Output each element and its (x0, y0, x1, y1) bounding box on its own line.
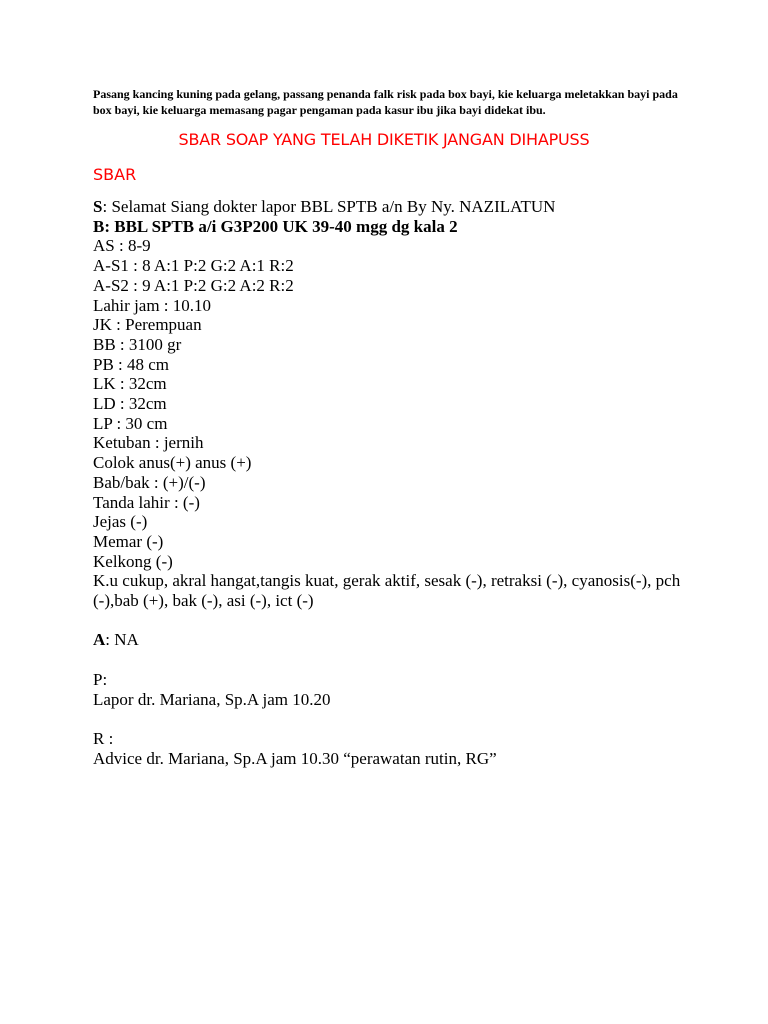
a-label: A (93, 630, 106, 650)
item-lk: LK : 32cm (93, 374, 167, 394)
item-as: AS : 8-9 (93, 236, 151, 256)
s-line (93, 197, 713, 217)
s-text: : Selamat Siang dokter lapor BBL SPTB a/n By Ny. NAZILATUN (102, 197, 556, 216)
item-bab-bak: Bab/bak : (+)/(-) (93, 472, 206, 492)
main-heading: SBAR SOAP YANG TELAH DIKETIK JANGAN DIHAPUSS (178, 130, 590, 149)
r-label: R : (93, 728, 114, 748)
item-jk: JK : Perempuan (93, 315, 202, 335)
item-ketuban: Ketuban : jernih (93, 433, 204, 453)
a-text: : NA (105, 630, 139, 650)
item-ld: LD : 32cm (93, 394, 167, 414)
s-label: S (93, 197, 103, 216)
a-line (93, 630, 713, 650)
blank-line (93, 611, 713, 631)
item-jejas: Jejas (-) (93, 512, 148, 532)
r-text: Advice dr. Mariana, Sp.A jam 10.30 “perawatan rutin, RG” (93, 748, 497, 768)
item-keadaan-umum: K.u cukup, akral hangat,tangis kuat, gerak aktif, sesak (-), retraksi (-), cyanosis(-), pch (-),bab (+), bak (-), asi (-), ict (-) (93, 571, 681, 611)
p-label: P: (93, 669, 108, 689)
b-line: B: BBL SPTB a/i G3P200 UK 39-40 mgg dg kala 2 (93, 216, 458, 236)
item-bb: BB : 3100 gr (93, 334, 182, 354)
item-kelkong: Kelkong (-) (93, 551, 173, 571)
blank-line (93, 709, 713, 729)
sbar-body (93, 197, 713, 768)
item-lahir-jam: Lahir jam : 10.10 (93, 295, 212, 315)
item-as2: A-S2 : 9 A:1 P:2 G:2 A:2 R:2 (93, 275, 294, 295)
item-lp: LP : 30 cm (93, 413, 168, 433)
intro-paragraph: Pasang kancing kuning pada gelang, passang penanda falk risk pada box bayi, kie keluarga meletakkan bayi pada box bayi, kie keluarga memasang pagar pengaman pada kasur ibu jika bayi didekat ibu. (93, 87, 678, 117)
item-memar: Memar (-) (93, 531, 164, 551)
item-as1: A-S1 : 8 A:1 P:2 G:2 A:1 R:2 (93, 256, 294, 276)
item-tanda-lahir: Tanda lahir : (-) (93, 492, 200, 512)
item-pb: PB : 48 cm (93, 354, 170, 374)
item-colok-anus: Colok anus(+) anus (+) (93, 453, 252, 473)
sbar-heading: SBAR (93, 165, 137, 184)
p-text: Lapor dr. Mariana, Sp.A jam 10.20 (93, 689, 331, 709)
blank-line (93, 650, 713, 670)
